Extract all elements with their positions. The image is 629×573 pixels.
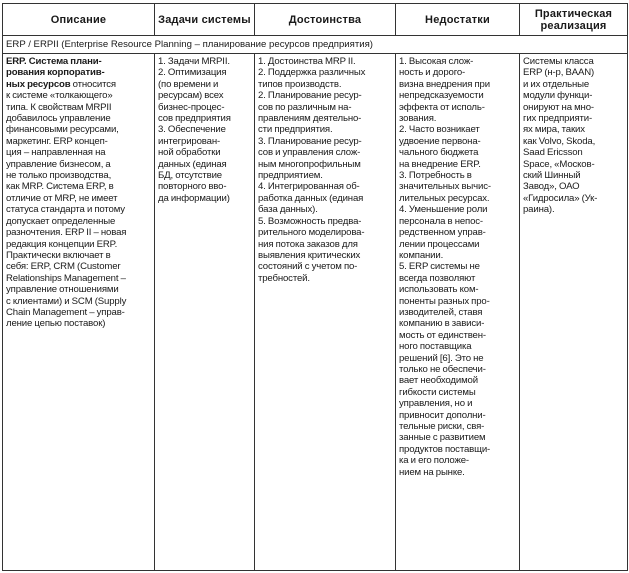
- text-line: [399, 56, 516, 67]
- text-run: ERP. Система плани-: [6, 56, 102, 67]
- text-line: [523, 136, 624, 147]
- text-line: [158, 136, 251, 147]
- text-line: [6, 261, 151, 272]
- text-line: [523, 102, 624, 113]
- text-run: компанию в зависи-: [399, 318, 485, 330]
- text-line: [399, 147, 516, 158]
- text-line: [399, 444, 516, 455]
- text-run: Space, «Москов-: [523, 158, 595, 170]
- text-run: ление цепью поставок): [6, 318, 106, 330]
- text-line: [258, 102, 392, 113]
- text-line: [6, 90, 151, 101]
- text-run: гих предприяти-: [523, 113, 593, 125]
- text-run: работка данных (единая: [258, 192, 364, 204]
- text-run: удвоение первона-: [399, 135, 481, 147]
- text-run: 5. ERP системы не: [399, 261, 480, 273]
- text-line: [399, 432, 516, 443]
- text-line: [523, 90, 624, 101]
- header-system-tasks: Задачи системы: [155, 4, 255, 36]
- text-line: [399, 421, 516, 432]
- text-line: [399, 79, 516, 90]
- text-run: гибкости системы: [399, 386, 476, 398]
- text-run: нием на рынке.: [399, 466, 465, 478]
- text-run: зования.: [399, 113, 437, 125]
- text-line: [6, 67, 151, 78]
- text-run: 2. Поддержка различных: [258, 67, 366, 79]
- section-row: [3, 36, 628, 54]
- text-run: онируют на мно-: [523, 101, 594, 113]
- text-run: с клиентами) и SCM (Supply: [6, 295, 127, 307]
- text-line: [399, 375, 516, 386]
- text-line: [399, 284, 516, 295]
- text-run: отличие от MRP, не имеет: [6, 192, 118, 204]
- text-line: [258, 159, 392, 170]
- text-run: разночтения. ERP II – новая: [6, 227, 127, 239]
- text-line: [399, 341, 516, 352]
- text-run: бизнес-процес-: [158, 101, 225, 113]
- text-line: [158, 159, 251, 170]
- header-practical-implementation: Практическая реализация: [520, 4, 628, 36]
- text-run: изводителей, ставя: [399, 306, 483, 318]
- text-line: [158, 79, 251, 90]
- text-line: [6, 56, 151, 67]
- text-line: [399, 261, 516, 272]
- text-line: [399, 124, 516, 135]
- text-line: [399, 307, 516, 318]
- text-run: относится: [70, 78, 116, 90]
- cell-advantages: [255, 54, 396, 571]
- text-run: ность и дорого-: [399, 67, 466, 79]
- text-run: добавилось управление: [6, 113, 111, 125]
- text-run: сов и управления слож-: [258, 147, 361, 159]
- text-run: ский Шинный: [523, 170, 581, 182]
- text-run: поненты разных про-: [399, 295, 490, 307]
- text-run: занные с развитием: [399, 432, 486, 444]
- text-run: ка и его положе-: [399, 455, 469, 467]
- text-run: Chain Management – управ-: [6, 306, 125, 318]
- text-run: лительных ресурсах.: [399, 192, 490, 204]
- text-line: [6, 296, 151, 307]
- text-line: [158, 102, 251, 113]
- text-run: типа. К свойствам MRPII: [6, 101, 112, 113]
- text-run: сов по различным на-: [258, 101, 352, 113]
- cell-description: [3, 54, 155, 571]
- text-line: [523, 124, 624, 135]
- text-line: [399, 387, 516, 398]
- text-run: 4. Уменьшение роли: [399, 204, 488, 216]
- text-run: повторного вво-: [158, 181, 227, 193]
- text-run: 3. Обеспечение: [158, 124, 226, 136]
- text-run: к системе «толкающего»: [6, 90, 113, 102]
- text-line: [258, 147, 392, 158]
- text-run: компании.: [399, 249, 444, 261]
- text-run: данных (единая: [158, 158, 227, 170]
- text-line: [158, 193, 251, 204]
- text-line: [399, 296, 516, 307]
- text-line: [6, 102, 151, 113]
- text-run: вает необходимой: [399, 375, 478, 387]
- text-line: [6, 204, 151, 215]
- text-line: [258, 261, 392, 272]
- text-run: ным многопрофильным: [258, 158, 361, 170]
- text-run: Saad Ericsson: [523, 147, 583, 159]
- text-run: себя: ERP, CRM (Customer: [6, 261, 121, 273]
- text-line: [399, 113, 516, 124]
- text-run: (по времени и: [158, 78, 219, 90]
- text-run: управление отношениями: [6, 284, 119, 296]
- text-run: сов предприятия: [158, 113, 231, 125]
- text-line: [399, 216, 516, 227]
- text-line: [399, 318, 516, 329]
- text-run: предприятием.: [258, 170, 323, 182]
- text-run: база данных).: [258, 204, 318, 216]
- text-run: «Гидросила» (Ук-: [523, 192, 598, 204]
- text-line: [258, 273, 392, 284]
- text-run: управления, но и: [399, 398, 473, 410]
- text-run: ция – направленная на: [6, 147, 106, 159]
- text-line: [6, 124, 151, 135]
- text-line: [523, 79, 624, 90]
- text-run: типов производств.: [258, 78, 342, 90]
- text-line: [399, 455, 516, 466]
- text-line: [258, 170, 392, 181]
- text-line: [158, 124, 251, 135]
- text-run: как Volvo, Skoda,: [523, 135, 596, 147]
- text-line: [523, 147, 624, 158]
- text-run: управление бизнесом, а: [6, 158, 111, 170]
- text-line: [6, 113, 151, 124]
- text-run: всегда позволяют: [399, 272, 476, 284]
- text-run: не только производства,: [6, 170, 112, 182]
- text-run: привносит дополни-: [399, 409, 486, 421]
- text-line: [258, 113, 392, 124]
- text-line: [399, 204, 516, 215]
- text-run: ного поставщика: [399, 341, 472, 353]
- text-run: 3. Потребность в: [399, 170, 472, 182]
- text-run: сти предприятия.: [258, 124, 333, 136]
- text-line: [6, 79, 151, 90]
- text-line: [258, 67, 392, 78]
- text-run: эффекта от исполь-: [399, 101, 485, 113]
- header-advantages: Достоинства: [255, 4, 396, 36]
- text-run: 2. Планирование ресур-: [258, 90, 362, 102]
- text-run: мость от единствен-: [399, 329, 486, 341]
- table-row: [3, 54, 628, 571]
- text-line: [399, 102, 516, 113]
- text-run: Завод», ОАО: [523, 181, 580, 193]
- text-run: редакция концепции ERP.: [6, 238, 118, 250]
- text-run: рования корпоратив-: [6, 67, 105, 79]
- header-row: [3, 4, 628, 36]
- text-run: правлениям деятельно-: [258, 113, 362, 125]
- text-run: требностей.: [258, 272, 310, 284]
- text-line: [399, 353, 516, 364]
- text-line: [399, 398, 516, 409]
- text-run: рительного моделирова-: [258, 227, 365, 239]
- cell-disadvantages: [396, 54, 520, 571]
- text-run: модули функци-: [523, 90, 593, 102]
- text-line: [6, 193, 151, 204]
- text-line: [523, 159, 624, 170]
- text-run: продуктов поставщи-: [399, 443, 491, 455]
- text-line: [523, 56, 624, 67]
- text-line: [258, 181, 392, 192]
- text-line: [158, 170, 251, 181]
- cell-practical-implementation: [520, 54, 628, 571]
- text-run: тельные риски, свя-: [399, 421, 485, 432]
- text-run: статуса стандарта и потому: [6, 204, 125, 216]
- text-line: [6, 227, 151, 238]
- text-run: 4. Интегрированная об-: [258, 181, 360, 193]
- text-run: состояний с учетом по-: [258, 261, 358, 273]
- text-run: 5. Возможность предва-: [258, 215, 362, 227]
- text-line: [523, 113, 624, 124]
- text-line: [258, 239, 392, 250]
- text-run: чального бюджета: [399, 147, 479, 159]
- text-line: [258, 204, 392, 215]
- text-run: 1. Достоинства MRP II.: [258, 56, 356, 67]
- text-run: БД, отсутствие: [158, 170, 222, 182]
- text-line: [399, 227, 516, 238]
- text-run: использовать ком-: [399, 284, 479, 296]
- text-run: на внедрение ERP.: [399, 158, 481, 170]
- text-line: [6, 136, 151, 147]
- text-line: [258, 227, 392, 238]
- text-line: [258, 250, 392, 261]
- text-run: ресурсам) всех: [158, 90, 224, 102]
- text-line: [6, 284, 151, 295]
- text-line: [399, 330, 516, 341]
- text-run: ния потока заказов для: [258, 238, 358, 250]
- text-run: да информации): [158, 192, 230, 204]
- text-run: 3. Планирование ресур-: [258, 135, 362, 147]
- text-line: [6, 216, 151, 227]
- text-run: и их отдельные: [523, 78, 590, 90]
- text-line: [6, 170, 151, 181]
- text-line: [399, 239, 516, 250]
- text-run: ERP (н-р, BAAN): [523, 67, 595, 79]
- text-line: [399, 364, 516, 375]
- text-run: решений [6]. Это не: [399, 352, 484, 364]
- text-line: [158, 147, 251, 158]
- text-line: [6, 307, 151, 318]
- erp-comparison-table: [2, 3, 628, 571]
- section-title: ERP / ERPII (Enterprise Resource Planning – планирование ресурсов предприятия): [3, 36, 628, 54]
- text-run: 1. Высокая слож-: [399, 56, 474, 67]
- text-line: [158, 56, 251, 67]
- text-line: [258, 193, 392, 204]
- cell-system-tasks: [155, 54, 255, 571]
- text-run: 1. Задачи MRPII.: [158, 56, 230, 67]
- text-run: лении процессами: [399, 238, 480, 250]
- text-run: визна внедрения при: [399, 78, 490, 90]
- text-line: [6, 239, 151, 250]
- text-line: [158, 113, 251, 124]
- text-run: Relationships Management –: [6, 272, 126, 284]
- text-line: [399, 67, 516, 78]
- text-run: маркетинг. ERP концеп-: [6, 135, 108, 147]
- text-line: [6, 318, 151, 329]
- text-line: [399, 159, 516, 170]
- text-run: 2. Оптимизация: [158, 67, 227, 79]
- text-run: ях мира, таких: [523, 124, 585, 136]
- text-line: [258, 56, 392, 67]
- text-line: [523, 67, 624, 78]
- text-line: [399, 170, 516, 181]
- text-run: непредсказуемости: [399, 90, 484, 102]
- text-run: как MRP. Система ERP, в: [6, 181, 114, 193]
- text-line: [399, 467, 516, 478]
- text-run: интегрирован-: [158, 135, 221, 147]
- text-run: раина).: [523, 204, 555, 216]
- text-line: [258, 90, 392, 101]
- text-run: ных ресурсов: [6, 78, 71, 90]
- text-line: [258, 79, 392, 90]
- text-line: [523, 181, 624, 192]
- text-run: только не обеспечи-: [399, 363, 486, 375]
- text-run: значительных вычис-: [399, 181, 491, 193]
- text-line: [399, 181, 516, 192]
- text-line: [6, 147, 151, 158]
- text-line: [399, 193, 516, 204]
- text-run: выявления критических: [258, 249, 361, 261]
- text-line: [399, 410, 516, 421]
- text-line: [523, 204, 624, 215]
- text-line: [258, 136, 392, 147]
- text-line: [523, 193, 624, 204]
- header-description: Описание: [3, 4, 155, 36]
- header-disadvantages: Недостатки: [396, 4, 520, 36]
- text-line: [6, 159, 151, 170]
- text-run: допускает определенные: [6, 215, 116, 227]
- text-run: персонала в непос-: [399, 215, 483, 227]
- text-line: [6, 181, 151, 192]
- text-line: [399, 250, 516, 261]
- text-line: [258, 124, 392, 135]
- text-line: [258, 216, 392, 227]
- text-line: [399, 136, 516, 147]
- text-run: финансовыми ресурсами,: [6, 124, 119, 136]
- text-run: редственном управ-: [399, 227, 486, 239]
- text-line: [6, 273, 151, 284]
- text-line: [6, 250, 151, 261]
- text-run: ной обработки: [158, 147, 221, 159]
- text-line: [399, 273, 516, 284]
- text-run: Практически включает в: [6, 249, 111, 261]
- text-line: [158, 67, 251, 78]
- text-line: [158, 181, 251, 192]
- text-line: [399, 90, 516, 101]
- text-line: [158, 90, 251, 101]
- text-run: 2. Часто возникает: [399, 124, 480, 136]
- text-run: Системы класса: [523, 56, 594, 67]
- text-line: [523, 170, 624, 181]
